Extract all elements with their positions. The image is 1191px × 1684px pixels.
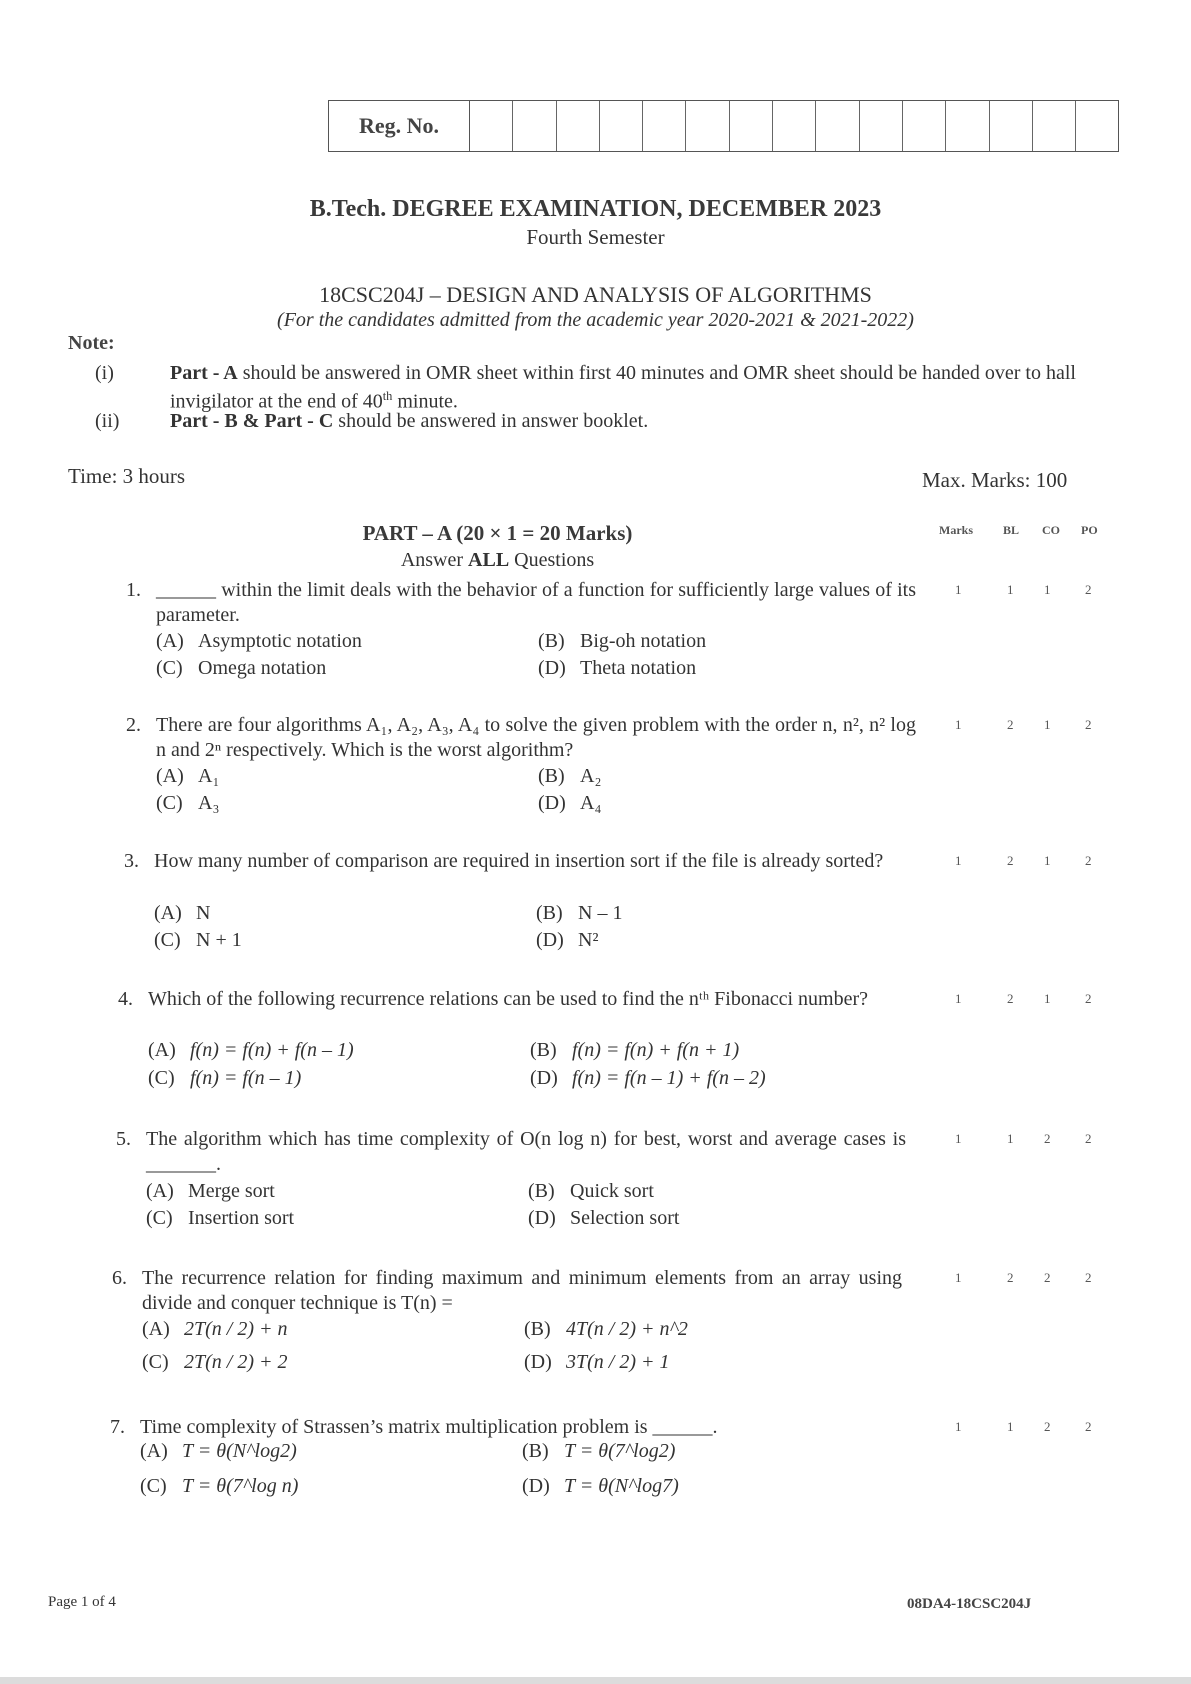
bl-value: 2 bbox=[1007, 717, 1014, 732]
option-text: 2T(n / 2) + 2 bbox=[184, 1351, 288, 1373]
column-header-po: PO bbox=[1081, 523, 1098, 537]
option-a bbox=[156, 765, 219, 788]
option-d bbox=[538, 792, 601, 815]
po-value: 2 bbox=[1085, 1419, 1092, 1434]
option-text: N – 1 bbox=[578, 902, 623, 924]
option-text: A₁ bbox=[198, 765, 220, 787]
option-text: f(n) = f(n) + f(n + 1) bbox=[572, 1039, 740, 1061]
instruction-post: Questions bbox=[509, 549, 595, 571]
option-text: Insertion sort bbox=[188, 1207, 295, 1229]
option-a bbox=[146, 1180, 275, 1203]
marks-value: 1 bbox=[955, 1419, 962, 1434]
option-text: Omega notation bbox=[198, 657, 327, 679]
option-letter: (A) bbox=[154, 902, 182, 924]
reg-no-cell[interactable] bbox=[730, 101, 773, 151]
option-d bbox=[530, 1067, 766, 1090]
question-text: Which of the following recurrence relations can be used to find the nᵗʰ Fibonacci number? bbox=[148, 988, 868, 1010]
time-duration: Time: 3 hours bbox=[68, 464, 186, 488]
reg-no-cell[interactable] bbox=[600, 101, 643, 151]
column-header-bl: BL bbox=[1003, 523, 1020, 537]
note-body: should be answered in answer booklet. bbox=[333, 410, 649, 432]
option-letter: (D) bbox=[522, 1475, 550, 1497]
po-value: 2 bbox=[1085, 991, 1092, 1006]
paper-code: 08DA4-18CSC204J bbox=[907, 1596, 1032, 1612]
question-text: ______ within the limit deals with the behavior of a function for sufficiently large values of its parameter. bbox=[156, 579, 916, 626]
option-text: f(n) = f(n) + f(n – 1) bbox=[190, 1039, 354, 1061]
marks-value: 1 bbox=[955, 991, 962, 1006]
option-c bbox=[156, 657, 326, 680]
note-item-2 bbox=[95, 410, 1135, 435]
option-b bbox=[522, 1440, 675, 1463]
question-number: 1. bbox=[126, 579, 141, 601]
question-text: The algorithm which has time complexity of O(n log n) for best, worst and average cases is _______. bbox=[146, 1128, 906, 1175]
option-text: 3T(n / 2) + 1 bbox=[566, 1351, 670, 1373]
reg-no-cells bbox=[470, 101, 1118, 151]
reg-no-cell[interactable] bbox=[470, 101, 513, 151]
po-value: 2 bbox=[1085, 1131, 1092, 1146]
option-text: 4T(n / 2) + n^2 bbox=[566, 1318, 688, 1340]
option-text: N + 1 bbox=[196, 929, 242, 951]
option-b bbox=[538, 630, 706, 653]
po-value: 2 bbox=[1085, 582, 1092, 597]
option-letter: (C) bbox=[146, 1207, 173, 1229]
option-letter: (A) bbox=[156, 630, 184, 652]
reg-no-cell[interactable] bbox=[513, 101, 556, 151]
option-letter: (A) bbox=[146, 1180, 174, 1202]
option-text: A₄ bbox=[580, 792, 602, 814]
option-letter: (C) bbox=[142, 1351, 169, 1373]
option-text: T = θ(7^log2) bbox=[564, 1440, 676, 1462]
po-value: 2 bbox=[1085, 853, 1092, 868]
reg-no-cell[interactable] bbox=[990, 101, 1033, 151]
option-letter: (B) bbox=[538, 765, 565, 787]
co-value: 1 bbox=[1044, 582, 1051, 597]
question-text: How many number of comparison are required in insertion sort if the file is already sorted? bbox=[154, 850, 884, 872]
option-b bbox=[538, 765, 601, 788]
option-c bbox=[140, 1475, 298, 1498]
question-number: 2. bbox=[126, 714, 141, 736]
option-b bbox=[524, 1318, 688, 1341]
marks-value: 1 bbox=[955, 717, 962, 732]
option-letter: (A) bbox=[148, 1039, 176, 1061]
option-letter: (D) bbox=[524, 1351, 552, 1373]
reg-no-cell[interactable] bbox=[860, 101, 903, 151]
option-a bbox=[142, 1318, 288, 1341]
marks-value: 1 bbox=[955, 582, 962, 597]
option-d bbox=[522, 1475, 679, 1498]
option-b bbox=[530, 1039, 739, 1062]
note-text bbox=[170, 410, 1110, 433]
question-number: 5. bbox=[116, 1128, 131, 1150]
note-bold: Part - A bbox=[170, 362, 238, 384]
option-letter: (B) bbox=[536, 902, 563, 924]
bl-value: 1 bbox=[1007, 1419, 1014, 1434]
reg-no-label: Reg. No. bbox=[329, 101, 470, 151]
exam-title: B.Tech. DEGREE EXAMINATION, DECEMBER 2023 bbox=[309, 196, 882, 222]
bl-value: 1 bbox=[1007, 582, 1014, 597]
option-text: Merge sort bbox=[188, 1180, 275, 1202]
marks-value: 1 bbox=[955, 853, 962, 868]
po-value: 2 bbox=[1085, 1270, 1092, 1285]
option-a bbox=[148, 1039, 354, 1062]
reg-no-cell[interactable] bbox=[946, 101, 989, 151]
question-text: There are four algorithms A₁, A₂, A₃, A₄ to solve the given problem with the order n, n², n² log n and 2ⁿ respectively. Which is the worst algorithm? bbox=[156, 714, 916, 761]
note-number: (ii) bbox=[95, 410, 120, 432]
option-letter: (A) bbox=[156, 765, 184, 787]
option-letter: (D) bbox=[536, 929, 564, 951]
bl-value: 1 bbox=[1007, 1131, 1014, 1146]
co-value: 2 bbox=[1044, 1270, 1051, 1285]
question-number: 4. bbox=[118, 988, 133, 1010]
part-a-title: PART – A (20 × 1 = 20 Marks) bbox=[362, 521, 633, 545]
option-text: T = θ(7^log n) bbox=[182, 1475, 299, 1497]
instruction-pre: Answer bbox=[400, 549, 469, 571]
option-letter: (D) bbox=[538, 657, 566, 679]
marks-value: 1 bbox=[955, 1131, 962, 1146]
question-number: 6. bbox=[112, 1267, 127, 1289]
option-text: Selection sort bbox=[570, 1207, 680, 1229]
scan-edge bbox=[0, 1677, 1191, 1684]
reg-no-cell[interactable] bbox=[686, 101, 729, 151]
reg-no-cell[interactable] bbox=[1033, 101, 1076, 151]
reg-no-cell[interactable] bbox=[1076, 101, 1118, 151]
option-text: A₃ bbox=[198, 792, 220, 814]
option-letter: (D) bbox=[530, 1067, 558, 1089]
reg-no-cell[interactable] bbox=[903, 101, 946, 151]
option-text: N bbox=[196, 902, 211, 924]
option-letter: (D) bbox=[528, 1207, 556, 1229]
question-text: Time complexity of Strassen’s matrix multiplication problem is ______. bbox=[140, 1416, 718, 1438]
option-letter: (C) bbox=[148, 1067, 175, 1089]
max-marks: Max. Marks: 100 bbox=[922, 468, 1068, 492]
reg-no-cell[interactable] bbox=[816, 101, 859, 151]
column-header-co: CO bbox=[1042, 523, 1060, 537]
option-letter: (B) bbox=[530, 1039, 557, 1061]
option-c bbox=[142, 1351, 288, 1374]
option-d bbox=[524, 1351, 670, 1374]
note-number: (i) bbox=[95, 362, 114, 384]
note-bold: Part - B & Part - C bbox=[170, 410, 334, 432]
option-letter: (B) bbox=[538, 630, 565, 652]
co-value: 2 bbox=[1044, 1131, 1051, 1146]
option-letter: (C) bbox=[156, 657, 183, 679]
note-body: should be answered in OMR sheet within first 40 minutes and OMR sheet should be handed over to hall invigilator at the end of 40 bbox=[170, 362, 1076, 413]
option-c bbox=[156, 792, 219, 815]
option-letter: (C) bbox=[156, 792, 183, 814]
column-header-marks: Marks bbox=[939, 523, 973, 537]
marks-value: 1 bbox=[955, 1270, 962, 1285]
option-b bbox=[528, 1180, 654, 1203]
option-text: f(n) = f(n – 1) + f(n – 2) bbox=[572, 1067, 766, 1089]
option-text: T = θ(N^log7) bbox=[564, 1475, 679, 1497]
question-number: 3. bbox=[124, 850, 139, 872]
course-title: 18CSC204J – DESIGN AND ANALYSIS OF ALGORITHMS bbox=[319, 282, 872, 307]
co-value: 1 bbox=[1044, 853, 1051, 868]
option-a bbox=[154, 902, 210, 925]
option-letter: (A) bbox=[140, 1440, 168, 1462]
option-c bbox=[146, 1207, 294, 1230]
option-letter: (C) bbox=[140, 1475, 167, 1497]
co-value: 1 bbox=[1044, 717, 1051, 732]
option-text: 2T(n / 2) + n bbox=[184, 1318, 288, 1340]
option-c bbox=[148, 1067, 301, 1090]
option-text: T = θ(N^log2) bbox=[182, 1440, 297, 1462]
option-letter: (A) bbox=[142, 1318, 170, 1340]
semester: Fourth Semester bbox=[526, 225, 665, 249]
co-value: 2 bbox=[1044, 1419, 1051, 1434]
instruction-bold: ALL bbox=[468, 549, 510, 571]
option-letter: (B) bbox=[528, 1180, 555, 1202]
co-value: 1 bbox=[1044, 991, 1051, 1006]
option-d bbox=[538, 657, 696, 680]
option-letter: (D) bbox=[538, 792, 566, 814]
option-c bbox=[154, 929, 242, 952]
reg-no-cell[interactable] bbox=[557, 101, 600, 151]
note-tail: minute. bbox=[392, 390, 458, 413]
option-letter: (B) bbox=[522, 1440, 549, 1462]
question-text: The recurrence relation for finding maximum and minimum elements from an array using divide and conquer technique is T(n) = bbox=[142, 1267, 902, 1314]
option-text: N² bbox=[578, 929, 599, 951]
option-a bbox=[156, 630, 362, 653]
note-text bbox=[170, 362, 1110, 414]
option-text: Theta notation bbox=[580, 657, 697, 679]
option-d bbox=[528, 1207, 679, 1230]
bl-value: 2 bbox=[1007, 991, 1014, 1006]
part-a-instruction bbox=[0, 549, 995, 572]
option-b bbox=[536, 902, 622, 925]
option-text: Big-oh notation bbox=[580, 630, 707, 652]
option-text: A₂ bbox=[580, 765, 602, 787]
reg-no-cell[interactable] bbox=[643, 101, 686, 151]
note-item-1 bbox=[95, 362, 1135, 412]
bl-value: 2 bbox=[1007, 1270, 1014, 1285]
note-heading: Note: bbox=[68, 332, 115, 354]
option-letter: (C) bbox=[154, 929, 181, 951]
admission-note: (For the candidates admitted from the academic year 2020-2021 & 2021-2022) bbox=[277, 309, 914, 331]
bl-value: 2 bbox=[1007, 853, 1014, 868]
question-number: 7. bbox=[110, 1416, 125, 1438]
option-text: Asymptotic notation bbox=[198, 630, 362, 652]
reg-no-cell[interactable] bbox=[773, 101, 816, 151]
reg-no-box bbox=[328, 100, 1119, 152]
option-text: Quick sort bbox=[570, 1180, 654, 1202]
option-text: f(n) = f(n – 1) bbox=[190, 1067, 302, 1089]
option-a bbox=[140, 1440, 297, 1463]
option-letter: (B) bbox=[524, 1318, 551, 1340]
note-sup: th bbox=[382, 389, 393, 403]
page-number: Page 1 of 4 bbox=[48, 1594, 116, 1610]
po-value: 2 bbox=[1085, 717, 1092, 732]
option-d bbox=[536, 929, 598, 952]
